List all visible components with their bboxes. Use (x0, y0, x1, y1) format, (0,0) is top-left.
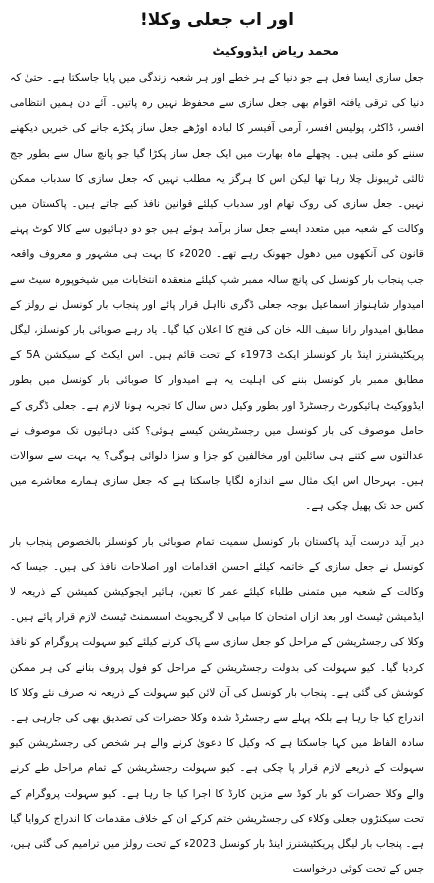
article-paragraph-1: جعل سازی ایسا فعل ہے جو دنیا کے ہر خطے اور ہر شعبہ زندگی میں پایا جاسکتا ہے۔ حتیٰ کہ دنیا کی ترقی یافتہ اقوام بھی جعل سازی سے محفوظ نہیں رہ پاتیں۔ آئے دن ہمیں انتظامی افسر، ڈاکٹر، پولیس افسر، آرمی آفیسر کا لبادہ اوڑھے جعل ساز پکڑے جانے کی خبریں دیکھنے سننے کو ملتی ہیں۔ پچھلے ماہ بھارت میں ایک جعل ساز پکڑا گیا جو پانچ سال سے بطور جج ثالثی ٹریبونل چلا رہا تھا لیکن اس کا ہرگز یہ مطلب نہیں کہ جعل سازی کا سدباب ممکن نہیں۔ جعل سازی کی روک تھام اور سدباب کیلئے قوانین نافذ کیے جاتے ہیں۔ پاکستان میں وکالت کے شعبہ میں متعدد ایسے جعل ساز برآمد ہوئے ہیں جو دو دہائیوں سے کالا کوٹ پہنے قانون کی آنکھوں میں دھول جھونک رہے تھے۔ 2020ء کا بہت ہی مشہور و معروف واقعہ جب پنجاب بار کونسل کی پانچ سالہ ممبر شپ کیلئے منعقدہ انتخابات میں شیخوپورہ سیٹ سے امیدوار شاہنواز اسماعیل بوجہ جعلی ڈگری نااہل قرار پائے اور پنجاب بار کونسل نے رولز کے مطابق امیدوار رانا سیف اللہ خان کی فتح کا اعلان کیا گیا۔ یاد رہے صوبائی بار کونسلز، لیگل پریکٹیشنرز اینڈ بار کونسلز ایکٹ 1973ء کے تحت قائم ہیں۔ اس ایکٹ کے سیکشن 5A کے مطابق ممبر بار کونسل بننے کی اہلیت یہ ہے امیدوار کا صوبائی بار کونسل میں بطور ایڈووکیٹ ہائیکورٹ رجسٹرڈ اور بطور وکیل دس سال کا تجربہ ہونا لازم ہے۔ جعلی ڈگری کے حامل موصوف کی بار کونسل میں رجسٹریشن کیسے ہوئی؟ کئی دہائیوں تک موصوف نے عدالتوں سے کتنے ہی سائلین اور مخالفین کو جزا و سزا دلوائی ہوگی؟ یہ بہت سے سوالات ہیں۔ بہرحال اس ایک مثال سے اندازہ لگایا جاسکتا ہے کہ جعل سازی ہمارے معاشرے میں کس حد تک پھیل چکی ہے۔ (10, 72, 424, 513)
article-title: اور اب جعلی وکلا! (140, 10, 294, 30)
article-author: محمد ریاض ایڈووکیٹ (212, 44, 339, 58)
article-paragraph-2: دیر آید درست آید پاکستان بار کونسل سمیت تمام صوبائی بار کونسلز بالخصوص پنجاب بار کونسل نے جعل سازی کے خاتمہ کیلئے احسن اقدامات اور اصلاحات نافذ کی ہیں۔ جیسا کہ وکالت کے شعبہ میں متمنی طلباء کیلئے عمر کا تعین، ہائیر ایجوکیشن کمیشن کے ذریعہ لا ایڈمیشن ٹیسٹ اور بعد ازاں امتحان کا میابی لا گریجویٹ اسسمنٹ ٹیسٹ لازم قرار پائے ہیں۔ وکلا کی رجسٹریشن کے مراحل کو جعل سازی سے پاک کرنے کیلئے کیو سہولت پروگرام کو نافذ کردیا گیا۔ کیو سہولت کی بدولت رجسٹریشن کے مراحل کو فول پروف بنانے کی ہر ممکن کوشش کی گئی ہے۔ پنجاب بار کونسل کی آن لائن کیو سہولت کے ذریعہ نہ صرف نئے وکلا کا اندراج کیا جا رہا ہے بلکہ پہلے سے رجسٹرڈ شدہ وکلا حضرات کی تصدیق بھی کی جارہی ہے۔ سادہ الفاظ میں کہا جاسکتا ہے کہ وکیل کا دعویٰ کرنے والے ہر شخص کی رجسٹریشن کیو سہولت کے ذریعے لازم قرار پا چکی ہے۔ کیو سہولت رجسٹریشن کے تمام مراحل طے کرنے والے وکلا حضرات کو بار کوڈ سے مزین کارڈ کا اجرا کیا جا رہا ہے۔ کیو سہولت پروگرام کے تحت سیکنڑوں جعلی وکلاء کی رجسٹریشن ختم کرکے ان کے خلاف مقدمات کا اندراج کروایا گیا ہے۔ پنجاب بار لیگل پریکٹیشنرز اینڈ بار کونسل 2023ء کے تحت رولز میں ترامیم کی گئی ہیں، جس کے تحت کوئی درخواست (10, 535, 424, 876)
